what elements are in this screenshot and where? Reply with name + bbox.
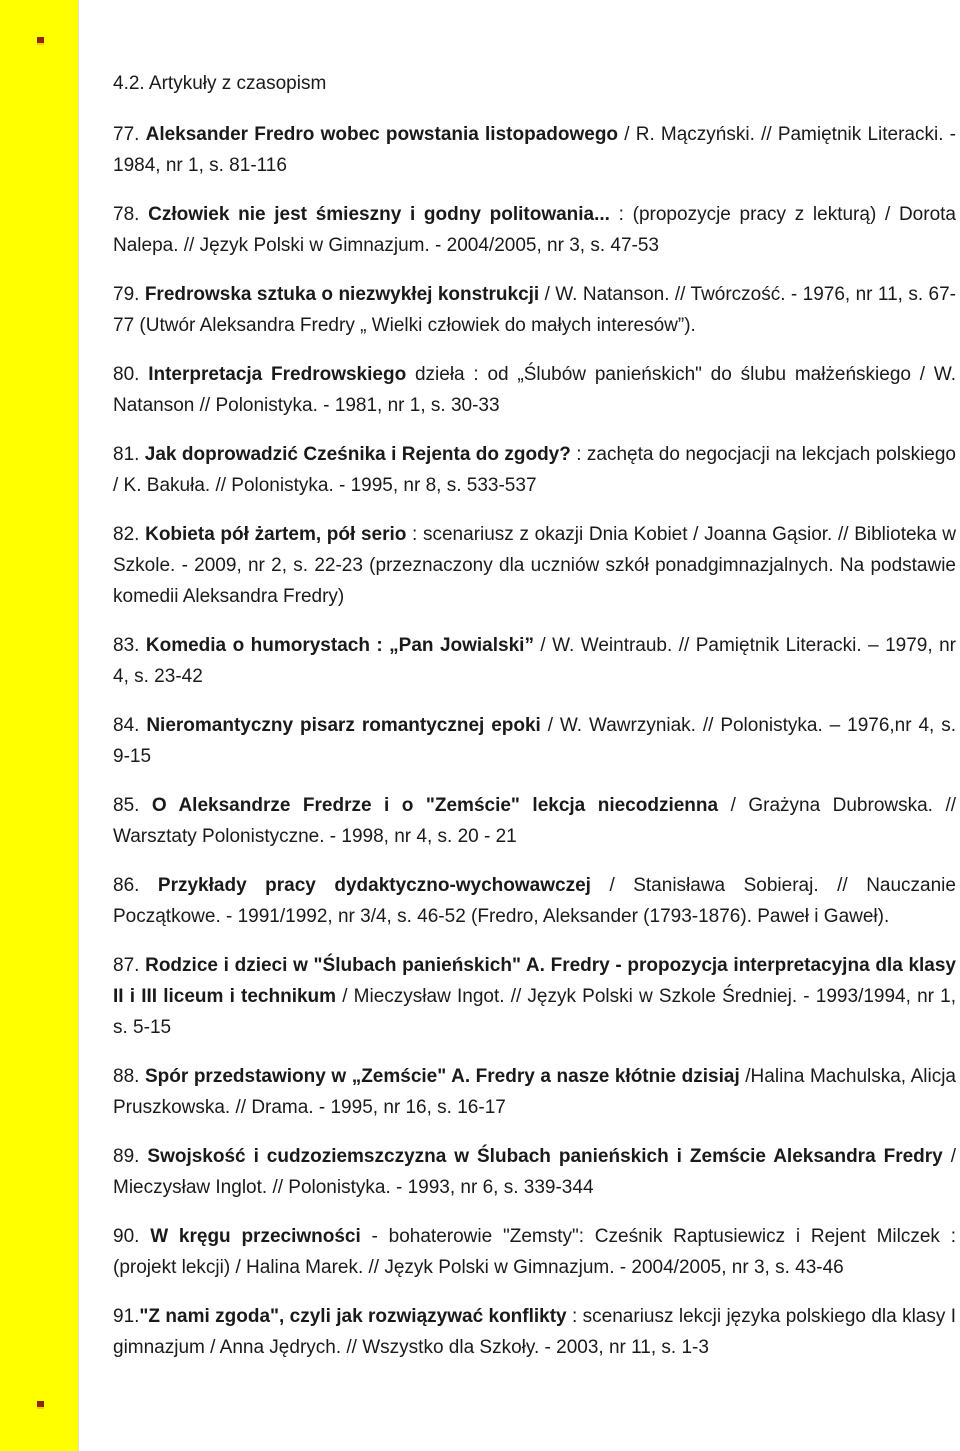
bibliography-entry bbox=[113, 519, 956, 612]
entry-title: Jak doprowadzić Cześnika i Rejenta do zgody? bbox=[144, 444, 571, 465]
entry-citation: / W. Weintraub. // Pamiętnik Literacki. – 1979, nr 4, s. 23-42 bbox=[113, 635, 956, 687]
entry-number: 87. bbox=[113, 955, 146, 976]
entry-number: 84. bbox=[113, 715, 147, 736]
entry-citation: / W. Natanson. // Twórczość. - 1976, nr 11, s. 67-77 (Utwór Aleksandra Fredry „ Wielki człowiek do małych interesów”). bbox=[113, 284, 956, 336]
entry-citation: : scenariusz z okazji Dnia Kobiet / Joanna Gąsior. // Biblioteka w Szkole. - 2009, nr 2, s. 22-23 (przeznaczony dla uczniów szkół ponadgimnazjalnych. Na podstawie komedii Aleksandra Fredry) bbox=[113, 524, 956, 607]
entry-title: Nieromantyczny pisarz romantycznej epoki bbox=[146, 715, 541, 736]
bibliography-entry bbox=[113, 790, 956, 852]
entry-number: 89. bbox=[113, 1146, 148, 1167]
bibliography-entry bbox=[113, 279, 956, 341]
entry-citation: /Halina Machulska, Alicja Pruszkowska. // Drama. - 1995, nr 16, s. 16-17 bbox=[113, 1066, 956, 1118]
entry-title: "Z nami zgoda", czyli jak rozwiązywać konflikty bbox=[139, 1306, 567, 1327]
entry-title: Kobieta pół żartem, pół serio bbox=[145, 524, 407, 545]
entry-number: 86. bbox=[113, 875, 158, 896]
entry-title: Fredrowska sztuka o niezwykłej konstrukcji bbox=[144, 284, 540, 305]
entry-citation: - bohaterowie "Zemsty": Cześnik Raptusiewicz i Rejent Milczek : (projekt lekcji) / Halina Marek. // Język Polski w Gimnazjum. - 2004/2005, nr 3, s. 43-46 bbox=[113, 1226, 956, 1278]
entry-citation: / Mieczysław Inglot. // Polonistyka. - 1993, nr 6, s. 339-344 bbox=[113, 1146, 956, 1198]
entry-title: Człowiek nie jest śmieszny i godny politowania... bbox=[148, 204, 610, 225]
entry-number: 90. bbox=[113, 1226, 151, 1247]
section-heading: 4.2. Artykuły z czasopism bbox=[113, 73, 327, 94]
bibliography-entry bbox=[113, 1061, 956, 1123]
entry-title: Swojskość i cudzoziemszczyzna w Ślubach panieńskich i Zemście Aleksandra Fredry bbox=[147, 1146, 943, 1167]
entry-title: Przykłady pracy dydaktyczno-wychowawczej bbox=[157, 875, 591, 896]
bibliography-entry bbox=[113, 439, 956, 501]
entry-title: W kręgu przeciwności bbox=[150, 1226, 361, 1247]
entry-title: Komedia o humorystach : „Pan Jowialski” bbox=[145, 635, 534, 656]
entry-citation: / Stanisława Sobieraj. // Nauczanie Początkowe. - 1991/1992, nr 3/4, s. 46-52 (Fredro, Aleksander (1793-1876). Paweł i Gaweł). bbox=[113, 875, 956, 927]
entry-number: 82. bbox=[113, 524, 146, 545]
bibliography-entry bbox=[113, 630, 956, 692]
entry-number: 83. bbox=[113, 635, 146, 656]
bibliography-entry bbox=[113, 870, 956, 932]
entry-title: Aleksander Fredro wobec powstania listopadowego bbox=[145, 124, 619, 145]
bibliography-entry bbox=[113, 1301, 956, 1363]
bibliography bbox=[113, 68, 956, 1381]
entry-title: Spór przedstawiony w „Zemście" A. Fredry a nasze kłótnie dzisiaj bbox=[144, 1066, 740, 1087]
bullet-marker-icon bbox=[37, 1401, 44, 1409]
bullet-marker-icon bbox=[37, 37, 44, 45]
entry-number: 88. bbox=[113, 1066, 145, 1087]
entry-title: Rodzice i dzieci w "Ślubach panieńskich" A. Fredry - propozycja interpretacyjna dla klasy II i III liceum i technikum bbox=[113, 955, 956, 1007]
entry-citation: dzieła : od „Ślubów panieńskich" do ślubu małżeńskiego / W. Natanson // Polonistyka. - 1981, nr 1, s. 30-33 bbox=[113, 364, 956, 416]
entry-number: 91. bbox=[113, 1306, 140, 1327]
entry-citation: : zachęta do negocjacji na lekcjach polskiego / K. Bakuła. // Polonistyka. - 1995, nr 8, s. 533-537 bbox=[113, 444, 956, 496]
margin-bar bbox=[0, 0, 79, 1451]
entry-citation: : scenariusz lekcji języka polskiego dla klasy I gimnazjum / Anna Jędrych. // Wszystko dla Szkoły. - 2003, nr 11, s. 1-3 bbox=[113, 1306, 957, 1358]
bibliography-entry bbox=[113, 199, 956, 261]
entry-list bbox=[113, 119, 956, 1363]
entry-number: 81. bbox=[113, 444, 145, 465]
entry-citation: / R. Mączyński. // Pamiętnik Literacki. - 1984, nr 1, s. 81-116 bbox=[113, 124, 956, 176]
entry-citation: / Grażyna Dubrowska. // Warsztaty Polonistyczne. - 1998, nr 4, s. 20 - 21 bbox=[113, 795, 956, 847]
entry-title: Interpretacja Fredrowskiego bbox=[148, 364, 407, 385]
bibliography-entry bbox=[113, 359, 956, 421]
entry-number: 77. bbox=[113, 124, 146, 145]
bibliography-entry bbox=[113, 710, 956, 772]
entry-number: 79. bbox=[113, 284, 145, 305]
entry-number: 85. bbox=[113, 795, 152, 816]
entry-citation: / W. Wawrzyniak. // Polonistyka. – 1976,nr 4, s. 9-15 bbox=[113, 715, 957, 767]
entry-citation: / Mieczysław Ingot. // Język Polski w Szkole Średniej. - 1993/1994, nr 1, s. 5-15 bbox=[113, 986, 956, 1038]
bibliography-entry bbox=[113, 1141, 956, 1203]
bibliography-entry bbox=[113, 1221, 956, 1283]
entry-number: 78. bbox=[113, 204, 149, 225]
entry-title: O Aleksandrze Fredrze i o "Zemście" lekcja niecodzienna bbox=[151, 795, 719, 816]
bibliography-entry bbox=[113, 119, 956, 181]
bibliography-entry bbox=[113, 950, 956, 1043]
entry-citation: : (propozycje pracy z lekturą) / Dorota Nalepa. // Język Polski w Gimnazjum. - 2004/2005, nr 3, s. 47-53 bbox=[113, 204, 956, 256]
entry-number: 80. bbox=[113, 364, 149, 385]
